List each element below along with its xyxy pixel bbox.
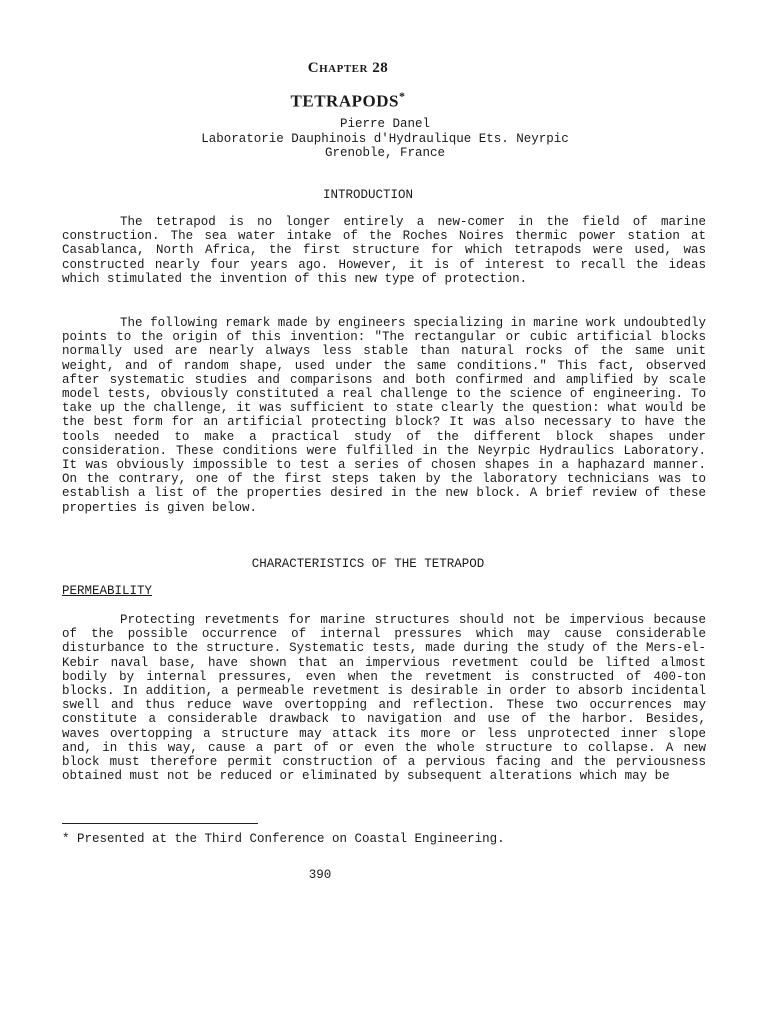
intro-paragraph-2: The following remark made by engineers specializing in marine work undoubtedly points to the origin of this invention: "The rectangular or cubic artificial blocks normally used are nearly always less stable than natural rocks of the same unit weight, and of random shape, used under the same conditions." This fact, observed after systematic studies and comparisons and both confirmed and amplified by scale model tests, obviously constituted a real challenge to the science of engineering. To take up the challenge, it was sufficient to state clearly the question: what would be the best form for an artificial protecting block? It was also necessary to have the tools needed to make a practical study of the different block shapes under consideration. These conditions were fulfilled in the Neyrpic Hydraulics Laboratory. It was obviously impossible to test a series of chosen shapes in a haphazard manner. On the contrary, one of the first steps taken by the laboratory technicians was to establish a list of the properties desired in the new block. A brief review of these properties is given below. <box>62 316 706 515</box>
intro-paragraph-1: The tetrapod is no longer entirely a new-comer in the field of marine construction. The sea water intake of the Roches Noires thermic power station at Casablanca, North Africa, the first structure for which tetrapods were used, was constructed nearly four years ago. However, it is of interest to recall the ideas which stimulated the invention of this new type of protection. <box>62 215 706 286</box>
author-location: Grenoble, France <box>324 146 446 160</box>
section-heading-characteristics: CHARACTERISTICS OF THE TETRAPOD <box>251 557 485 571</box>
title-footnote-mark: * <box>398 89 406 103</box>
author-name: Pierre Danel <box>339 117 430 131</box>
footnote-divider <box>62 823 258 824</box>
subheading-permeability: PERMEABILITY <box>62 584 153 598</box>
section-heading-introduction: INTRODUCTION <box>322 188 413 202</box>
chapter-label: Chapter 28 <box>307 60 389 76</box>
author-affiliation: Laboratorie Dauphinois d'Hydraulique Ets. Neyrpic <box>201 132 569 146</box>
permeability-paragraph: Protecting revetments for marine structures should not be impervious because of the possible occurrence of internal pressures which may cause considerable disturbance to the structure. Systematic tests, made during the study of the Mers-el-Kebir naval base, have shown that an impervious revetment could be lifted almost bodily by internal pressures, even when the revetment is constructed of 400-ton blocks. In addition, a permeable revetment is desirable in order to absorb incidental swell and thus reduce wave overtopping and reflection. These two occurrences may constitute a considerable drawback to navigation and use of the harbor. Besides, waves overtopping a structure may attack its more or less unprotected inner slope and, in this way, cause a part of or even the whole structure to collapse. A new block must therefore permit construction of a pervious facing and the perviousness obtained must not be reduced or eliminated by subsequent alterations which may be <box>62 613 706 784</box>
paper-title <box>0 89 696 112</box>
footnote: * Presented at the Third Conference on Coastal Engineering. <box>62 832 505 846</box>
page-number: 390 <box>308 868 332 882</box>
title-text: TETRAPODS <box>290 91 399 111</box>
